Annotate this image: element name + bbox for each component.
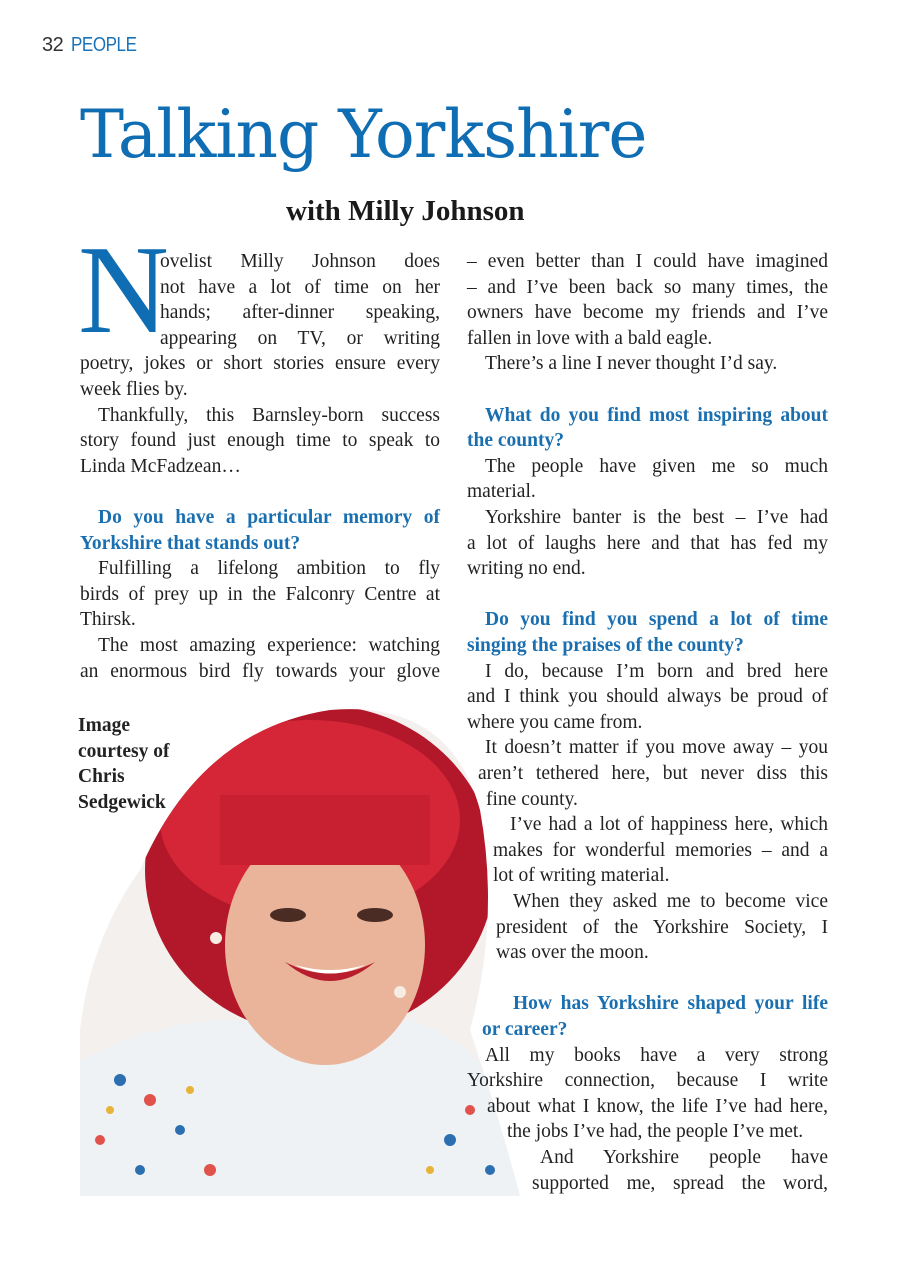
body-text-line: makes for wonderful memories – and a bbox=[493, 839, 828, 861]
body-text-line: When they asked me to become vice bbox=[513, 891, 828, 912]
body-text-line: I’ve had a lot of happiness here, which bbox=[510, 814, 828, 836]
section-label: PEOPLE bbox=[71, 34, 137, 56]
body-text-line: There’s a line I never thought I’d say. bbox=[485, 353, 778, 375]
body-text-line: president of the Yorkshire Society, I bbox=[496, 916, 828, 938]
body-text-line: And Yorkshire people have bbox=[540, 1147, 828, 1168]
interview-question-line: Yorkshire that stands out? bbox=[80, 532, 301, 554]
body-text-line: writing no end. bbox=[467, 558, 586, 580]
body-text-line: week flies by. bbox=[80, 379, 188, 400]
body-text-line: – even better than I could have imagined bbox=[467, 251, 828, 272]
body-text-line: material. bbox=[467, 481, 536, 503]
interview-question-line: the county? bbox=[467, 430, 564, 452]
body-text-line: where you came from. bbox=[467, 711, 643, 733]
page-number: 32 bbox=[42, 34, 64, 56]
interview-question-line: or career? bbox=[482, 1019, 568, 1040]
body-text-line: Thankfully, this Barnsley-born success bbox=[98, 404, 440, 426]
body-text-line: The people have given me so much bbox=[485, 455, 828, 477]
body-text-line: supported me, spread the word, bbox=[532, 1172, 828, 1194]
body-text-line: Thirsk. bbox=[80, 609, 136, 631]
article-subtitle: with Milly Johnson bbox=[286, 195, 525, 227]
interview-question-line: Do you find you spend a lot of time bbox=[485, 609, 828, 631]
body-text-line: hands; after-dinner speaking, bbox=[160, 302, 440, 324]
body-text-line: an enormous bird fly towards your glove bbox=[80, 660, 440, 682]
photo-caption: Image courtesy of Chris Sedgewick bbox=[78, 715, 170, 813]
body-text-line: fallen in love with a bald eagle. bbox=[467, 327, 713, 349]
body-text-line: birds of prey up in the Falconry Centre at bbox=[80, 583, 440, 605]
body-text-line: I do, because I’m born and bred here bbox=[485, 660, 828, 682]
body-text-line: lot of writing material. bbox=[493, 865, 670, 887]
body-text-line: aren’t tethered here, but never diss this bbox=[478, 763, 828, 784]
body-text-line: the jobs I’ve had, the people I’ve met. bbox=[507, 1121, 804, 1143]
body-text-line: about what I know, the life I’ve had here, bbox=[487, 1095, 828, 1117]
drop-cap: N bbox=[78, 221, 169, 360]
body-text-line: poetry, jokes or short stories ensure every bbox=[80, 353, 440, 375]
body-text-line: Fulfilling a lifelong ambition to fly bbox=[98, 558, 440, 580]
body-text-line: It doesn’t matter if you move away – you bbox=[485, 737, 828, 759]
body-text-line: ovelist Milly Johnson does bbox=[160, 251, 440, 272]
interview-question-line: What do you find most inspiring about bbox=[485, 404, 828, 426]
body-text-line: Yorkshire banter is the best – I’ve had bbox=[485, 507, 828, 528]
body-text-line: was over the moon. bbox=[496, 942, 649, 964]
interview-question-line: How has Yorkshire shaped your life bbox=[513, 993, 828, 1015]
interview-question-line: Do you have a particular memory of bbox=[98, 507, 440, 528]
body-text-line: All my books have a very strong bbox=[485, 1044, 828, 1066]
body-text-line: owners have become my friends and I’ve bbox=[467, 302, 828, 324]
interview-question-line: singing the praises of the county? bbox=[467, 635, 744, 656]
body-text-line: and I think you should always be proud of bbox=[467, 686, 828, 708]
body-text-line: Yorkshire connection, because I write bbox=[467, 1070, 828, 1092]
body-text-line: Linda McFadzean… bbox=[80, 455, 241, 477]
body-text-line: not have a lot of time on her bbox=[160, 276, 440, 298]
page-folio bbox=[42, 34, 148, 57]
body-text-line: fine county. bbox=[486, 788, 578, 810]
body-text-line: story found just enough time to speak to bbox=[80, 430, 440, 452]
body-text-line: a lot of laughs here and that has fed my bbox=[467, 532, 828, 554]
body-text-line: appearing on TV, or writing bbox=[160, 327, 440, 349]
body-text-line: The most amazing experience: watching bbox=[98, 635, 440, 656]
article-title: Talking Yorkshire bbox=[80, 96, 647, 173]
body-text-line: – and I’ve been back so many times, the bbox=[467, 276, 828, 298]
